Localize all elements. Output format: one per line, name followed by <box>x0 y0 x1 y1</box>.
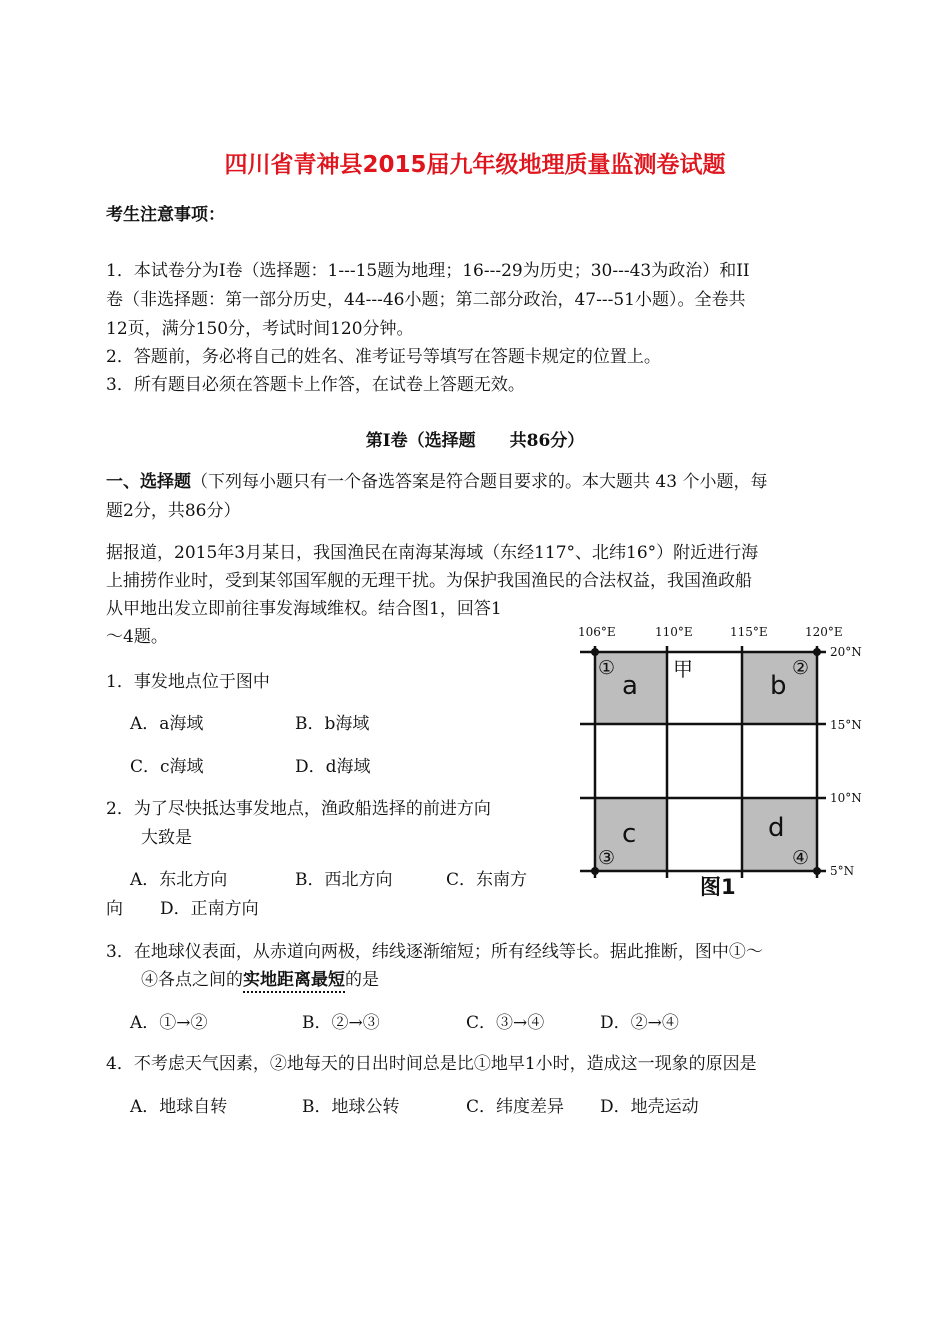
notice-line-3: 12页，满分150分，考试时间120分钟。 <box>106 319 414 339</box>
q1-option-b: B．b海域 <box>295 714 370 734</box>
q3-option-a: A．①→② <box>130 1013 208 1033</box>
q2-option-c-wrap: 向 <box>106 899 123 919</box>
notice-heading: 考生注意事项： <box>106 205 225 225</box>
figure-caption: 图1 <box>700 875 736 899</box>
q3-option-c: C．③→④ <box>466 1013 545 1033</box>
notice-line-1: 1．本试卷分为I卷（选择题：1---15题为地理；16---29为历史；30---43为政治）和II <box>106 261 750 281</box>
notice-line-4: 2．答题前，务必将自己的姓名、准考证号等填写在答题卡规定的位置上。 <box>106 347 661 367</box>
region-label-b: b <box>770 671 787 701</box>
page-title: 四川省青神县2015届九年级地理质量监测卷试题 <box>224 152 726 178</box>
q3-stem-1: 3．在地球仪表面，从赤道向两极，纬线逐渐缩短；所有经线等长。据此推断，图中①～ <box>106 942 763 962</box>
q2-option-b: B．西北方向 <box>295 870 393 890</box>
point-3-marker <box>591 867 599 875</box>
q3-stem-2 <box>141 966 379 995</box>
notice-line-5: 3．所有题目必须在答题卡上作答，在试卷上答题无效。 <box>106 375 525 395</box>
point-label-1: ① <box>598 657 616 679</box>
point-label-3: ③ <box>598 847 616 869</box>
lon-label-110: 110°E <box>655 625 693 639</box>
q1-option-a: A．a海域 <box>130 714 204 734</box>
section-title: 第I卷（选择题 共86分） <box>365 431 585 451</box>
region-label-d: d <box>768 813 785 843</box>
place-label-jia: 甲 <box>673 657 693 681</box>
passage-line-1: 据报道，2015年3月某日，我国渔民在南海某海域（东经117°、北纬16°）附近进行海 <box>106 543 759 563</box>
q2-option-a: A．东北方向 <box>130 870 228 890</box>
q3-option-d: D．②→④ <box>600 1013 679 1033</box>
point-label-4: ④ <box>792 847 810 869</box>
lat-label-15: 15°N <box>830 718 862 732</box>
q2-stem-1: 2．为了尽快抵达事发地点，渔政船选择的前进方向 <box>106 799 491 819</box>
q2-option-c: C．东南方 <box>446 870 528 890</box>
q4-option-a: A．地球自转 <box>130 1097 228 1117</box>
q3-stem-2-pre: ④各点之间的 <box>141 970 243 990</box>
q1-option-c: C．c海域 <box>130 757 204 777</box>
part-note-2: 题2分，共86分） <box>106 501 241 521</box>
q1-option-d: D．d海域 <box>295 757 371 777</box>
q4-option-d: D．地壳运动 <box>600 1097 699 1117</box>
figure-1-map <box>570 616 890 902</box>
point-2-marker <box>813 648 821 656</box>
region-label-c: c <box>622 819 637 849</box>
point-4-marker <box>813 867 821 875</box>
part-heading-line <box>106 468 767 497</box>
q2-stem-2: 大致是 <box>141 828 192 848</box>
q3-option-b: B．②→③ <box>302 1013 380 1033</box>
q4-option-c: C．纬度差异 <box>466 1097 565 1117</box>
q4-option-b: B．地球公转 <box>302 1097 400 1117</box>
passage-line-3: 从甲地出发立即前往事发海域维权。结合图1，回答1 <box>106 599 502 619</box>
lat-label-10: 10°N <box>830 791 862 805</box>
passage-line-2: 上捕捞作业时，受到某邻国军舰的无理干扰。为保护我国渔民的合法权益，我国渔政船 <box>106 571 752 591</box>
q1-stem: 1．事发地点位于图中 <box>106 672 270 692</box>
notice-line-2: 卷（非选择题：第一部分历史，44---46小题；第二部分政治，47---51小题）。全卷共 <box>106 290 746 310</box>
part-heading: 一、选择题 <box>106 472 191 492</box>
point-1-marker <box>591 648 599 656</box>
lon-label-120: 120°E <box>805 625 843 639</box>
q3-stem-2-post: 的是 <box>345 970 379 990</box>
region-label-a: a <box>622 671 638 701</box>
q4-stem: 4．不考虑天气因素，②地每天的日出时间总是比①地早1小时，造成这一现象的原因是 <box>106 1054 757 1074</box>
point-label-2: ② <box>792 657 810 679</box>
passage-line-4: ～4题。 <box>106 627 168 647</box>
q3-emphasis: 实地距离最短 <box>243 970 345 990</box>
part-note: （下列每小题只有一个备选答案是符合题目要求的。本大题共 43 个小题，每 <box>191 472 768 492</box>
q2-option-d: D．正南方向 <box>160 899 259 919</box>
lon-label-106: 106°E <box>578 625 616 639</box>
lon-label-115: 115°E <box>730 625 768 639</box>
lat-label-20: 20°N <box>830 645 862 659</box>
lat-label-5: 5°N <box>830 864 855 878</box>
